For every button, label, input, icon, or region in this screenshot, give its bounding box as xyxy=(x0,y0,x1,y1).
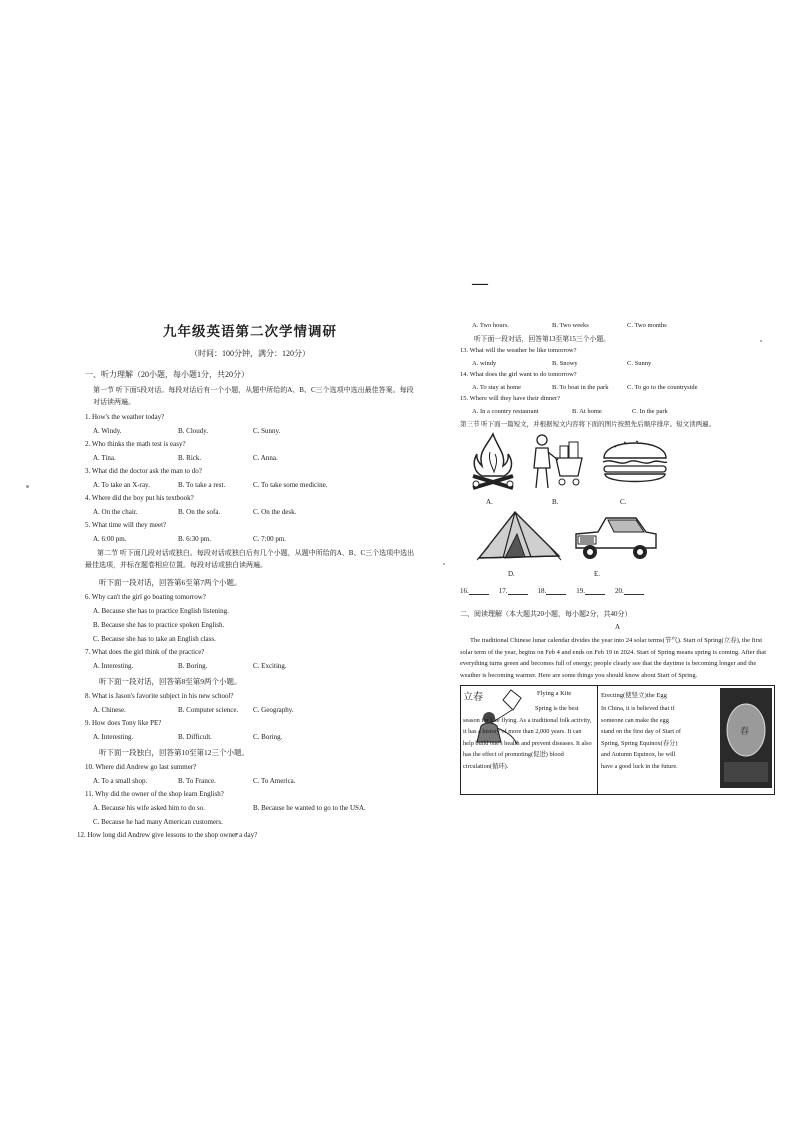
option-a: A. 6:00 pm. xyxy=(93,535,127,543)
option-a: A. To take an X-ray. xyxy=(93,481,150,489)
option-c: C. Sunny xyxy=(627,360,652,367)
option-a: A. To a small shop. xyxy=(93,777,148,785)
option-a: A. Because his wife asked him to do so. xyxy=(93,804,205,812)
question-3-options xyxy=(85,481,415,489)
question-13: 13. What will the weather be like tomorrow? xyxy=(460,347,577,354)
option-c: C. Sunny. xyxy=(253,427,281,435)
option-c: C. Two months xyxy=(627,322,667,329)
option-c: C. In the park xyxy=(632,408,668,415)
question-14-options xyxy=(460,384,775,391)
page-number: — xyxy=(472,275,488,292)
option-c: C. 7:00 pm. xyxy=(253,535,287,543)
picture-label-a: A. xyxy=(486,498,493,506)
egg-cell xyxy=(598,686,774,794)
question-11-option-c: C. Because he had many American customers. xyxy=(93,818,223,826)
campfire-icon xyxy=(468,432,518,492)
answer-blanks xyxy=(460,586,775,595)
egg-photo xyxy=(720,688,772,788)
kite-text: Spring is the best season for kite flying. As a traditional folk activity, it has a history of more than 2,000 years. It can help build one's health and prevent diseases. It also has the effect of promoting(促进) blood circulation(循环). xyxy=(463,705,592,770)
option-c: C. To take some medicine. xyxy=(253,481,328,489)
question-2-options xyxy=(85,454,415,462)
question-8-options xyxy=(85,706,415,714)
option-c: C. To America. xyxy=(253,777,296,785)
option-a: A. To stay at home xyxy=(472,384,522,391)
question-2: 2. Who thinks the math test is easy? xyxy=(85,440,186,448)
answer-blank-18[interactable] xyxy=(538,586,567,595)
option-c: C. Boring. xyxy=(253,733,283,741)
part1-instruction: 第一节 听下面5段对话。每段对话后有一个小题，从题中所给的A、B、C三个选项中选出最佳答案。每段对话读两遍。 xyxy=(93,386,414,406)
question-6-option-a: A. Because she has to practice English listening. xyxy=(93,607,229,615)
option-b: B. Rick. xyxy=(178,454,202,462)
left-column xyxy=(77,320,415,839)
question-5-options xyxy=(85,535,415,543)
option-b: B. Computer science. xyxy=(178,706,239,714)
scan-speck xyxy=(26,485,29,488)
option-a: A. Interesting. xyxy=(93,733,134,741)
listening-note: 听下面一段独白，回答第10至第12三个小题。 xyxy=(99,748,249,757)
blank-number: 17. xyxy=(498,587,508,595)
picture-label-d: D. xyxy=(508,570,515,578)
pickup-truck-icon xyxy=(572,512,660,562)
kite-cell xyxy=(461,686,598,794)
question-12-options xyxy=(460,322,775,329)
option-c: C. Geography. xyxy=(253,706,294,714)
question-1: 1. How's the weather today? xyxy=(85,413,165,421)
option-b: B. Snowy xyxy=(552,360,578,367)
egg-character: 春 xyxy=(740,727,750,737)
blank-number: 18. xyxy=(537,587,547,595)
question-9-options xyxy=(85,733,415,741)
spring-customs-table xyxy=(460,685,775,795)
section-listening-heading: 一、听力理解（20小题，每小题1分，共20分） xyxy=(85,370,249,379)
option-b: B. 6:30 pm. xyxy=(178,535,212,543)
part3-instruction: 第三节 听下面一篇短文，并根据短文内容将下面的图片按照先后顺序排序。短文读两遍。 xyxy=(460,421,716,428)
option-a: A. Chinese. xyxy=(93,706,126,714)
passage-letter: A xyxy=(614,623,621,631)
blank-number: 19. xyxy=(576,587,585,595)
listening-note: 听下面一段对话，回答第13至第15三个小题。 xyxy=(474,336,610,343)
option-b: B. Cloudy. xyxy=(178,427,209,435)
listening-note: 听下面一段对话，回答第8至第9两个小题。 xyxy=(99,677,242,686)
question-15: 15. Where will they have their dinner? xyxy=(460,395,561,402)
shopping-cart-icon xyxy=(528,432,586,492)
question-1-options xyxy=(85,427,415,435)
picture-label-c: C. xyxy=(620,498,627,506)
question-9: 9. How does Tony like PE? xyxy=(85,719,162,727)
listening-pictures xyxy=(460,430,775,580)
option-b: B. Because he wanted to go to the USA. xyxy=(253,804,366,812)
question-6-option-c: C. Because she has to take an English class. xyxy=(93,635,216,643)
option-b: B. To boat in the park xyxy=(552,384,609,391)
option-c: C. Anna. xyxy=(253,454,278,462)
listening-note: 听下面一段对话，回答第6至第7两个小题。 xyxy=(99,578,242,587)
stamp-text: 立春 xyxy=(463,692,483,703)
answer-blank-16[interactable] xyxy=(460,586,489,595)
option-b: B. To take a rest. xyxy=(178,481,226,489)
option-a: A. Two hours. xyxy=(472,322,509,329)
picture-label-e: E. xyxy=(594,570,601,578)
kite-title: Flying a Kite xyxy=(537,690,572,697)
egg-text: In China, it is believed that if someone can make the egg stand on the first day of Start of Spring, Spring Equinox(春分) and Autumn Equinox, he will have a good luck in the future. xyxy=(601,705,681,770)
question-6: 6. Why can't the girl go boating tomorrow? xyxy=(85,593,206,601)
question-10: 10. Where did Andrew go last summer? xyxy=(85,763,197,771)
option-c: C. On the desk. xyxy=(253,508,297,516)
question-11-options-ab xyxy=(85,804,415,812)
option-a: A. windy xyxy=(472,360,497,367)
part2-instruction: 第二节 听下面几段对话或独白。每段对话或独白后有几个小题，从题中所给的A、B、C三个选项中选出最佳选项，并标在题卷相应位置。每段对话或独白读两遍。 xyxy=(85,549,415,569)
option-a: A. On the chair. xyxy=(93,508,138,516)
option-b: B. Difficult. xyxy=(178,733,212,741)
answer-blank-19[interactable] xyxy=(576,586,605,595)
question-7-options xyxy=(85,662,415,670)
question-3: 3. What did the doctor ask the man to do? xyxy=(85,467,202,475)
question-14: 14. What does the girl want to do tomorrow? xyxy=(460,371,577,378)
tent-icon xyxy=(475,508,563,564)
question-6-option-b: B. Because she has to practice spoken English. xyxy=(93,621,225,629)
option-b: B. To France. xyxy=(178,777,216,785)
question-13-options xyxy=(460,360,775,367)
option-c: C. Exciting. xyxy=(253,662,287,670)
question-10-options xyxy=(85,777,415,785)
burger-icon xyxy=(600,432,670,488)
question-8: 8. What is Jason's favorite subject in his new school? xyxy=(85,692,234,700)
option-a: A. Windy. xyxy=(93,427,122,435)
blank-number: 16. xyxy=(460,587,469,595)
question-11: 11. Why did the owner of the shop learn English? xyxy=(85,790,224,798)
question-7: 7. What does the girl think of the practice? xyxy=(85,648,205,656)
exam-subtitle: （时间：100分钟，满分：120分） xyxy=(190,349,310,358)
option-b: B. On the sofa. xyxy=(178,508,221,516)
passage-a-intro: The traditional Chinese lunar calendar divides the year into 24 solar terms(节气). Start of Spring(立春), the first solar term of the year, begins on Feb 4 and ends on Feb 19 in 2024. Start of Spring means spring is coming. After that everything turns green and becomes full of energy; people clearly see that the daytime is becoming longer and the weather is becoming warmer. Here are some things you should know about Start of Spring. xyxy=(460,637,767,679)
answer-blank-20[interactable] xyxy=(615,586,644,595)
option-c: C. To go to the countryside xyxy=(627,384,698,391)
question-4-options xyxy=(85,508,415,516)
picture-label-b: B. xyxy=(552,498,559,506)
blank-number: 20. xyxy=(615,587,624,595)
option-b: B. Two weeks xyxy=(552,322,589,329)
question-15-options xyxy=(460,408,775,415)
option-a: A. Interesting. xyxy=(93,662,134,670)
exam-title: 九年级英语第二次学情调研 xyxy=(163,324,337,339)
option-a: A. Tina. xyxy=(93,454,116,462)
section-reading-heading: 二、阅读理解（本大题共20小题，每小题2分，共40分） xyxy=(460,610,632,618)
option-b: B. Boring. xyxy=(178,662,208,670)
option-b: B. At home xyxy=(572,408,602,415)
option-a: A. In a country restaurant xyxy=(472,408,539,415)
answer-blank-17[interactable] xyxy=(499,586,528,595)
scan-speck xyxy=(443,563,445,565)
question-12: 12. How long did Andrew give lessons to the shop owner a day? xyxy=(77,831,258,839)
question-4: 4. Where did the boy put his textbook? xyxy=(85,494,194,502)
question-5: 5. What time will they meet? xyxy=(85,521,167,529)
egg-title: Erecting(使竖立)the Egg xyxy=(601,692,667,699)
right-column xyxy=(460,322,775,795)
